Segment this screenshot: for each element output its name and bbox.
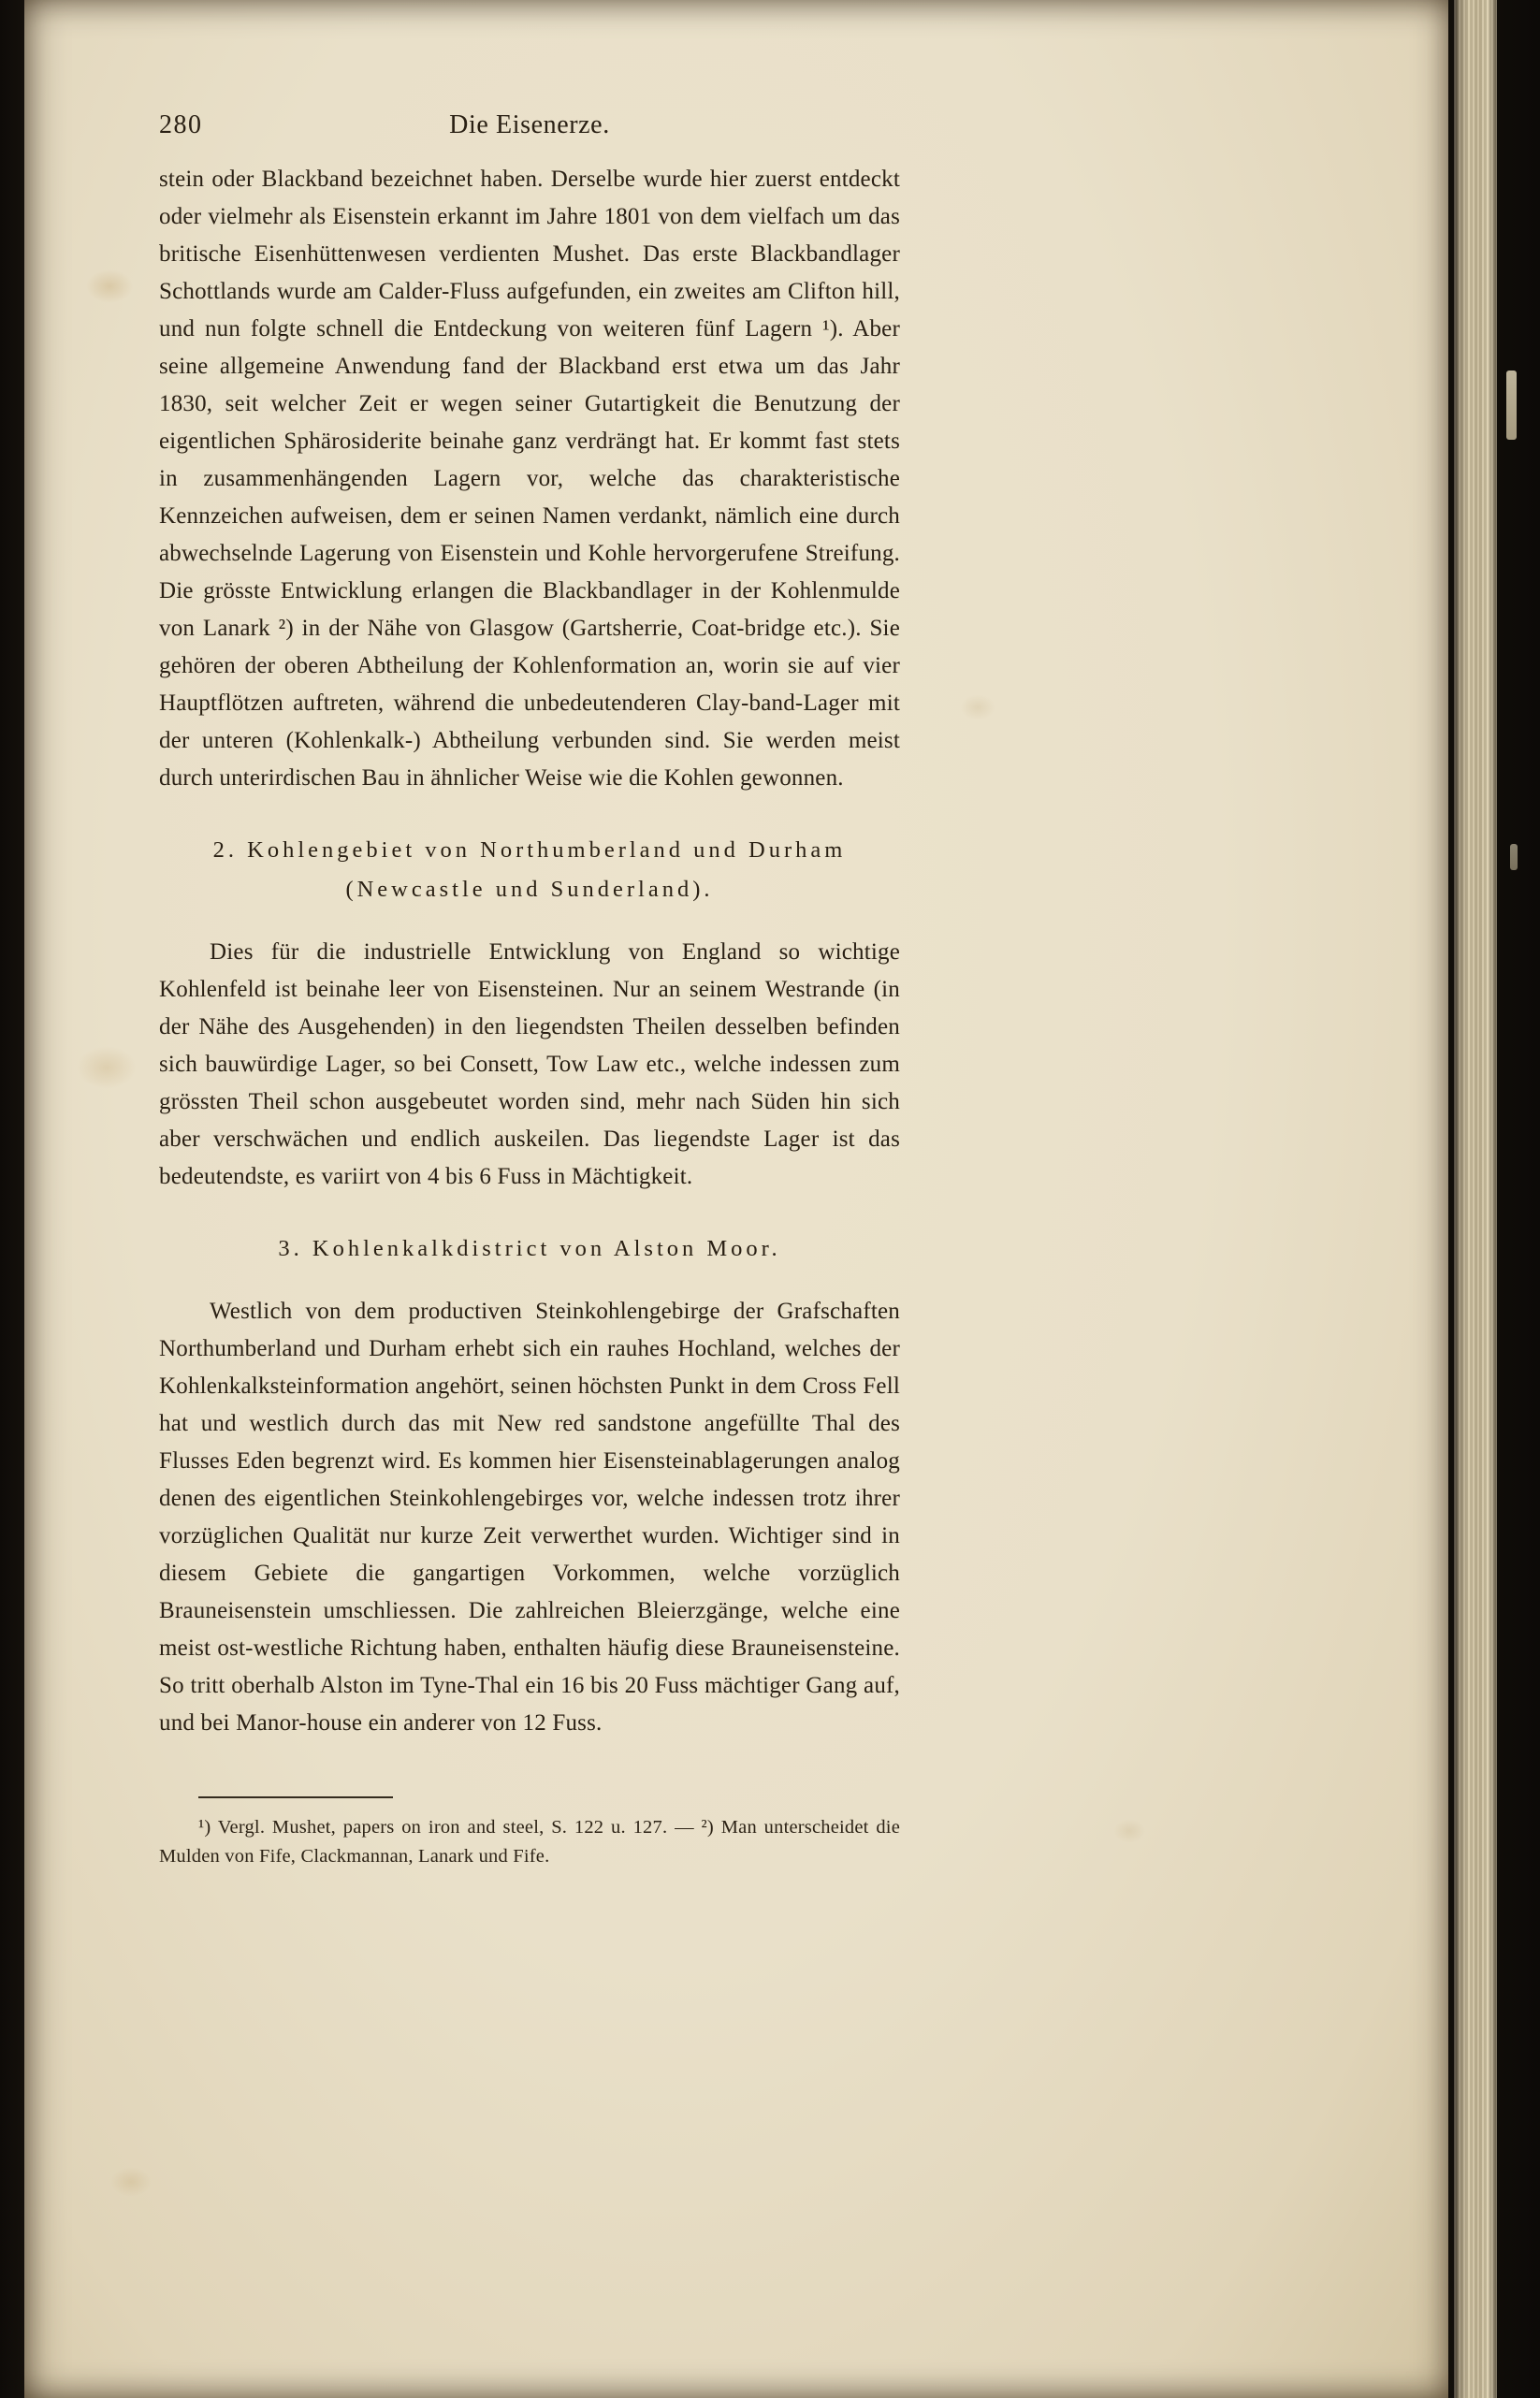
paragraph-alston-moor: Westlich von dem productiven Steinkohlengebirge der Grafschaften Northumberland und Durham erhebt sich ein rauhes Hochland, welches der Kohlenkalksteinformation angehört, seinen höchsten Punkt in dem Cross Fell hat und westlich durch das mit New red sandstone angefüllte Thal des Flusses Eden begrenzt wird. Es kommen hier Eisensteinablagerungen analog denen des eigentlichen Steinkohlengebirges vor, welche indessen trotz ihrer vorzüglichen Qualität nur kurze Zeit verwerthet wurden. Wichtiger sind in diesem Gebiete die gangartigen Vorkommen, welche vorzüglich Brauneisenstein umschliessen. Die zahlreichen Bleierzgänge, welche eine meist ost-westliche Richtung haben, enthalten häufig diese Brauneisensteine. So tritt oberhalb Alston im Tyne-Thal ein 16 bis 20 Fuss mächtiger Gang auf, und bei Manor-house ein anderer von 12 Fuss. — [159, 1299, 900, 1736]
paragraph-northumberland: Dies für die industrielle Entwicklung von England so wichtige Kohlenfeld ist beinahe leer von Eisensteinen. Nur an seinem Westrande (in der Nähe des Ausgehenden) in den liegendsten Theilen desselben befinden sich bauwürdige Lager, so bei Consett, Tow Law etc., welche indessen zum grössten Theil schon ausgebeutet worden sind, mehr nach Süden hin sich aber verschwächen und endlich auskeilen. Das liegendste Lager ist das bedeutendste, es variirt von 4 bis 6 Fuss in Mächtigkeit. — [159, 939, 900, 1189]
page-edge-mark — [1506, 371, 1517, 440]
foxing-stain — [110, 2167, 152, 2197]
running-header: Die Eisenerze. — [449, 110, 610, 139]
page-edge-mark — [1510, 844, 1518, 870]
section-heading-2: 2. Kohlengebiet von Northumberland und Durham — [212, 837, 847, 863]
foxing-stain — [77, 1046, 137, 1089]
foxing-stain — [1113, 1819, 1145, 1843]
text-column — [159, 105, 900, 1871]
section-subheading-2: (Newcastle und Sunderland). — [345, 877, 714, 902]
adjacent-page-edge — [1454, 0, 1497, 2398]
section-heading-3: 3. Kohlenkalkdistrict von Alston Moor. — [278, 1236, 781, 1261]
page-header — [159, 105, 900, 146]
foxing-stain — [86, 269, 133, 303]
footnote-rule — [198, 1796, 393, 1798]
footnote-text: ¹) Vergl. Mushet, papers on iron and steel, S. 122 u. 127. — ²) Man unterscheidet die Mulden von Fife, Clackmannan, Lanark und Fife. — [159, 1817, 900, 1867]
foxing-stain — [960, 694, 995, 720]
paragraph-blackband: stein oder Blackband bezeichnet haben. Derselbe wurde hier zuerst entdeckt oder vielmehr als Eisenstein erkannt im Jahre 1801 von dem vielfach um das britische Eisenhüttenwesen verdienten Mushet. Das erste Blackbandlager Schottlands wurde am Calder-Fluss aufgefunden, ein zweites am Clifton hill, und nun folgte schnell die Entdeckung von weiteren fünf Lagern ¹). Aber seine allgemeine Anwendung fand der Blackband erst etwa um das Jahr 1830, seit welcher Zeit er wegen seiner Gutartigkeit die Benutzung der eigentlichen Sphärosiderite beinahe ganz verdrängt hat. Er kommt fast stets in zusammenhängenden Lagern vor, welche das charakteristische Kennzeichen aufweisen, dem er seinen Namen verdankt, nämlich eine durch abwechselnde Lagerung von Eisenstein und Kohle hervorgerufene Streifung. Die grösste Entwicklung erlangen die Blackbandlager in der Kohlenmulde von Lanark ²) in der Nähe von Glasgow (Gartsherrie, Coat-bridge etc.). Sie gehören der oberen Abtheilung der Kohlenformation an, worin sie auf vier Hauptflötzen auftreten, während die unbedeutenderen Clay-band-Lager mit der unteren (Kohlenkalk-) Abtheilung verbunden sind. Sie werden meist durch unterirdischen Bau in ähnlicher Weise wie die Kohlen gewonnen. — [159, 167, 900, 791]
page-number: 280 — [159, 110, 203, 139]
